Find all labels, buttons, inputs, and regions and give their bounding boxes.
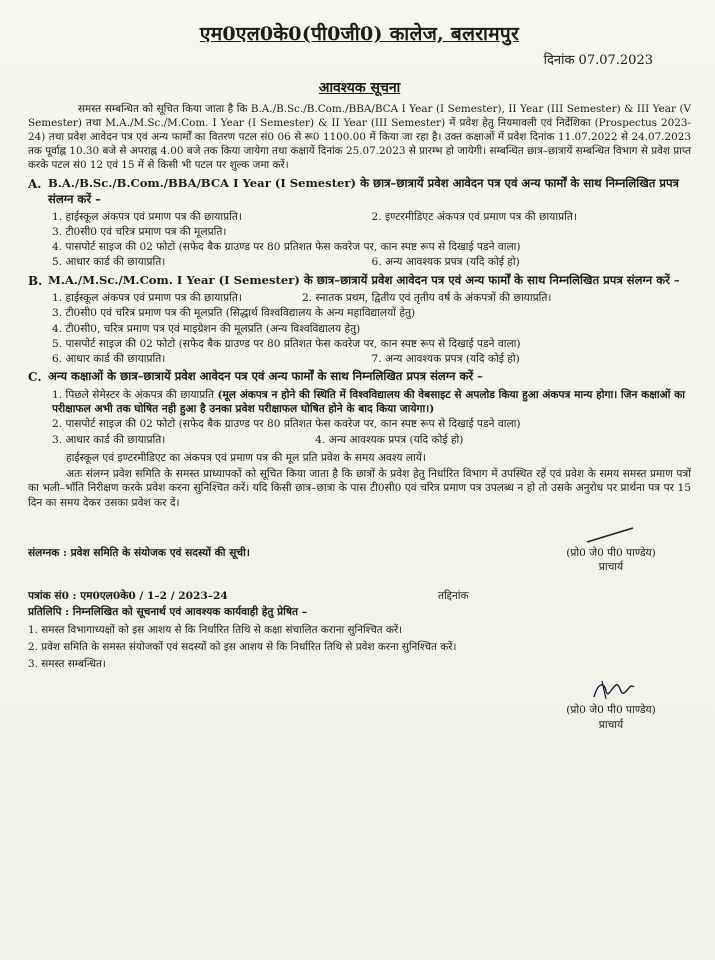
list-item: 4. अन्य आवश्यक प्रपत्र (यदि कोई हो) <box>315 433 464 446</box>
college-title: एम0एल0के0(पी0जी0) कालेज, बलरामपुर <box>199 23 520 45</box>
list-item: 2. पासपोर्ट साइज की 02 फोटो (सफेद बैक ग्राउण्ड पर 80 प्रतिशत फेस कवरेज पर, कान स्पष्ट रूप से दिखाई पडने वाला) <box>52 418 521 431</box>
list-item: 3. आधार कार्ड की छायाप्रति। <box>52 433 166 446</box>
list-item: 6. आधार कार्ड की छायाप्रति। <box>52 353 166 366</box>
principal-title-1: प्राचार्य <box>598 561 624 574</box>
signoff-2 <box>28 677 691 732</box>
reference-date: तद्दिनांक <box>438 589 469 602</box>
signature-stroke-icon <box>581 524 641 546</box>
list-item: 7. अन्य आवश्यक प्रपत्र (यदि कोई हो) <box>371 353 520 366</box>
list-item: 3. टी0सी0 एवं चरित्र प्रमाण पत्र की मूलप्रति (सिद्धार्थ विश्वविद्यालय के अन्य महाविद्यालयों हेतु) <box>52 307 416 320</box>
principal-name-1: (प्रो0 जे0 पी0 पाण्डेय) <box>566 547 656 560</box>
principal-name-2: (प्रो0 जे0 पी0 पाण्डेय) <box>566 704 656 717</box>
notes-para-1: हाईस्कूल एवं इण्टरमीडिएट का अंकपत्र एवं प्रमाण पत्र की मूल प्रति प्रवेश के समय अवश्य लायें। <box>66 451 426 464</box>
section-c-item-1-text: 1. पिछले सेमेस्टर के अंकपत्र की छायाप्रति <box>52 388 215 401</box>
handwritten-signature-icon <box>576 677 646 703</box>
list-item: 4. पासपोर्ट साइज की 02 फोटो (सफेद बैक ग्राउण्ड पर 80 प्रतिशत फेस कवरेज पर, कान स्पष्ट रूप से दिखाई पडने वाला) <box>52 241 521 254</box>
section-b-marker: B. <box>28 273 43 288</box>
notice-heading: आवश्यक सूचना <box>318 80 401 97</box>
letter-number: पत्रांक सं0 : एम0एल0के0 / 1–2 / 2023–24 <box>28 589 228 602</box>
section-c-title: अन्य कक्षाओं के छात्र–छात्रायें प्रवेश आवेदन पत्र एवं अन्य फार्मों के साथ निम्नलिखित प्रपत्र संलग्न करें – <box>48 369 483 384</box>
principal-title-2: प्राचार्य <box>598 718 624 731</box>
section-b-title: M.A./M.Sc./M.Com. I Year (I Semester) के छात्र–छात्रायें प्रवेश आवेदन पत्र एवं अन्य फार्मों के साथ निम्नलिखित प्रपत्र संलग्न करें – <box>48 272 680 287</box>
list-item: 1. हाईस्कूल अंकपत्र एवं प्रमाण पत्र की छायाप्रति। <box>52 210 242 223</box>
list-item: 1. समस्त विभागाध्यक्षों को इस आशय से कि निर्धारित तिथि से कक्षा संचालित कराना सुनिश्चित करें। <box>28 624 403 637</box>
section-b-list <box>52 291 691 366</box>
section-b-heading <box>28 273 691 289</box>
list-item: 3. टी0सी0 एवं चरित्र प्रमाण पत्र की मूलप्रति। <box>52 225 227 238</box>
section-c-item-1-note: (मूल अंकपत्र न होने की स्थिति में विश्वविद्यालय की वेबसाइट से अपलोड किया हुआ अंकपत्र मान्य होगा। जिन कक्षाओं का परीक्षाफल अभी तक घोषित नही हुआ है उनका प्रवेश परीक्षाफल घोषित होने के बाद किया जायेगा।) <box>52 388 685 415</box>
section-c-heading <box>28 369 691 385</box>
section-c-marker: C. <box>28 370 42 385</box>
signoff-1 <box>28 524 691 575</box>
section-c-item-1 <box>52 388 685 417</box>
list-item: 4. टी0सी0, चरित्र प्रमाण पत्र एवं माइग्रेशन की मूलप्रति (अन्य विश्वविद्यालय हेतु) <box>52 322 361 335</box>
section-c-list <box>52 417 691 447</box>
list-item: 2. स्नातक प्रथम, द्वितीय एवं तृतीय वर्ष के अंकपत्रों की छायाप्रति। <box>302 291 552 304</box>
list-item: 2. इण्टरमीडिएट अंकपत्र एवं प्रमाण पत्र की छायाप्रति। <box>371 210 577 223</box>
reference-row <box>28 589 691 603</box>
list-item: 1. हाईस्कूल अंकपत्र एवं प्रमाण पत्र की छायाप्रति। <box>52 291 242 304</box>
signature-block-2 <box>531 677 691 732</box>
list-item: 3. समस्त सम्बन्धित। <box>28 658 106 671</box>
list-item: 5. पासपोर्ट साइज की 02 फोटो (सफेद बैक ग्राउण्ड पर 80 प्रतिशत फेस कवरेज पर, कान स्पष्ट रूप से दिखाई पडने वाला) <box>52 337 521 350</box>
section-a-list <box>52 210 691 270</box>
notes-para-2: अतः संलग्न प्रवेश समिति के समस्त प्राध्यापकों को सूचित किया जाता है कि छात्रों के प्रवेश हेतु निर्धारित विभाग में उपस्थित रहें एवं प्रवेश के समय समस्त प्रमाण पत्रों का भली–भाँति निरीक्षण करके प्रवेश करना सुनिश्चित करें। यदि किसी छात्र–छात्रा के पास टी0सी0 एवं चरित्र प्रमाण पत्र उपलब्ध न हो तो उसके अनुरोध पर प्रार्थना पत्र पर 15 दिन का समय देकर उसका प्रवेश कर दें। <box>28 468 691 509</box>
list-item: 2. प्रवेश समिति के समस्त संयोजकों एवं सदस्यों को इस आशय से कि निर्धारित तिथि से प्रवेश करना सुनिश्चित करें। <box>28 641 457 654</box>
notice-date: दिनांक 07.07.2023 <box>543 52 653 68</box>
section-a-marker: A. <box>28 177 42 192</box>
copy-to-heading: प्रतिलिपि : निम्नलिखित को सूचनार्थ एवं आवश्यक कार्यवाही हेतु प्रेषित – <box>28 605 308 618</box>
notice-intro: समस्त सम्बन्धित को सूचित किया जाता है कि B.A./B.Sc./B.Com./BBA/BCA I Year (I Semester), II Year (III Semester) & III Year (V Semester) तथा M.A./M.Sc./M.Com. I Year (I Semester) & II Year (III Semester) में प्रवेश हेतु नियमावली एवं निर्देशिका (Prospectus 2023-24) तथा प्रवेश आवेदन पत्र एवं अन्य फार्मों का वितरण पटल सं0 06 से रू0 1100.00 में किया जा रहा है। उक्त कक्षाओं में प्रवेश दिनांक 11.07.2022 से 24.07.2023 तक पूर्वाह्न 10.30 बजे से अपराह्न 4.00 बजे तक किया जायेगा तथा कक्षायें दिनांक 25.07.2023 से प्रारम्भ हो जायेगी। सम्बन्धित छात्र–छात्रायें सम्बन्धित विभाग से प्रवेश प्राप्त करके पटल सं0 12 एवं 15 में से किसी भी पटल पर शुल्क जमा करें। <box>28 103 691 172</box>
section-a-title: B.A./B.Sc./B.Com./BBA/BCA I Year (I Semester) के छात्र–छात्रायें प्रवेश आवेदन पत्र एवं अन्य फार्मों के साथ निम्नलिखित प्रपत्र संलग्न करें – <box>48 176 679 206</box>
list-item: 6. अन्य आवश्यक प्रपत्र (यदि कोई हो) <box>371 256 520 269</box>
section-a-heading <box>28 176 691 207</box>
signature-block-1 <box>531 524 691 575</box>
enclosure-note: संलग्नक : प्रवेश समिति के संयोजक एवं सदस्यों की सूची। <box>28 547 250 560</box>
copy-to-list <box>28 623 691 671</box>
list-item: 5. आधार कार्ड की छायाप्रति। <box>52 256 166 269</box>
